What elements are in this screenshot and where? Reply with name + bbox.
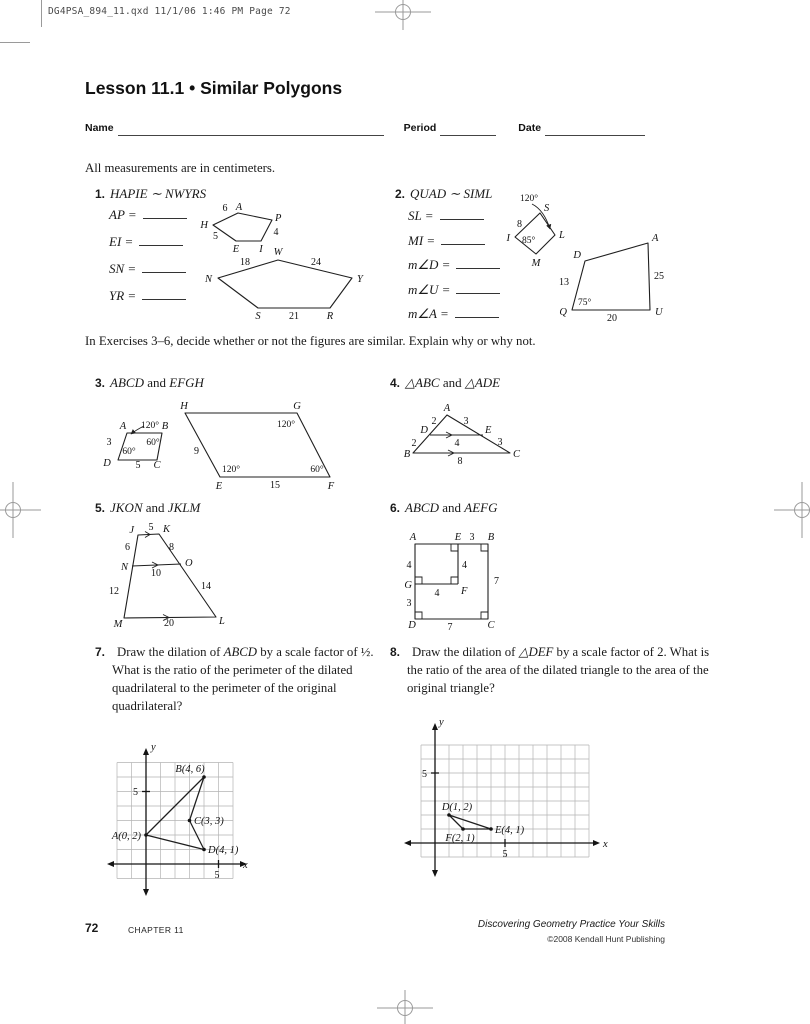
exercise-3-heading xyxy=(95,375,204,391)
answer-line xyxy=(456,258,500,269)
vertex-label: E xyxy=(215,481,223,492)
vertex-label: E xyxy=(485,425,492,436)
exercise-1-blanks xyxy=(109,207,187,315)
vertex-label: C xyxy=(513,449,521,460)
point-label: A(0, 2) xyxy=(111,831,141,842)
vertex-label: C xyxy=(487,620,495,631)
answer-line xyxy=(142,262,186,273)
side-length: 7 xyxy=(494,576,499,587)
side-length: 20 xyxy=(164,618,174,629)
side-length: 21 xyxy=(289,311,299,322)
side-length: 13 xyxy=(559,277,569,288)
blank-row xyxy=(109,288,187,315)
vertex-label: O xyxy=(185,558,193,569)
side-length: 10 xyxy=(151,568,161,579)
side-length: 5 xyxy=(213,231,218,242)
exercise-6-number: 6. xyxy=(390,501,401,515)
date-label: Date xyxy=(518,122,542,134)
blank-label: m∠D = xyxy=(408,257,451,272)
vertex-label: S xyxy=(544,203,550,214)
figure-5-trapezoid xyxy=(105,518,260,636)
vertex-label: F xyxy=(327,481,335,492)
exercise-3-number: 3. xyxy=(95,376,106,390)
angle-label: 120° xyxy=(221,465,241,475)
figure-name: △ADE xyxy=(464,375,501,390)
exercise-5-number: 5. xyxy=(95,501,106,515)
exercise-8-pre: Draw the dilation of xyxy=(412,645,516,659)
vertex-label: H xyxy=(180,401,188,412)
side-length: 3 xyxy=(406,598,412,609)
conjunction: and xyxy=(442,375,462,390)
vertex-label: I xyxy=(506,233,510,244)
answer-line xyxy=(139,235,183,246)
figure-name: ABCD xyxy=(110,375,144,390)
figure-name: △ABC xyxy=(405,375,440,390)
angle-label: 120° xyxy=(276,420,296,430)
point-label: E(4, 1) xyxy=(495,825,525,836)
name-line xyxy=(118,123,384,136)
vertex-label: N xyxy=(204,274,212,285)
blank-row xyxy=(109,261,187,288)
side-length: 3 xyxy=(463,416,469,427)
vertex-label: S xyxy=(255,311,261,322)
y-tick-label: 5 xyxy=(133,787,138,798)
conjunction: and xyxy=(442,500,461,515)
angle-label: 60° xyxy=(146,438,160,448)
x-tick-label: 5 xyxy=(502,849,508,860)
side-length: 8 xyxy=(169,542,174,553)
vertex-label: D xyxy=(103,458,111,469)
name-label: Name xyxy=(85,122,114,134)
vertex-dot xyxy=(489,827,493,831)
conjunction: and xyxy=(147,375,166,390)
side-length: 12 xyxy=(109,586,119,597)
answer-line xyxy=(142,289,186,300)
figure-3-parallelograms xyxy=(100,400,350,495)
registration-mark-right xyxy=(774,492,810,528)
exercise-8-text xyxy=(390,643,722,697)
vertex-label: A xyxy=(443,403,451,414)
blank-row xyxy=(109,207,187,234)
y-axis-label: y xyxy=(151,742,156,753)
figure-6-rectangles xyxy=(403,528,518,640)
figure-name: AEFG xyxy=(464,500,498,515)
y-tick-label: 5 xyxy=(422,769,427,780)
x-axis-label: x xyxy=(243,860,248,871)
vertex-dot xyxy=(144,833,148,837)
period-label: Period xyxy=(403,122,437,134)
figure-name: JKON xyxy=(110,500,143,515)
x-axis-label: x xyxy=(603,839,608,850)
side-length: 3 xyxy=(469,532,475,543)
answer-line xyxy=(143,208,187,219)
figure-2-quadrilaterals xyxy=(505,188,705,328)
blank-label: YR = xyxy=(109,288,137,303)
exercise-2-number: 2. xyxy=(395,187,406,201)
exercise-5-heading xyxy=(95,500,200,516)
angle-label: 85° xyxy=(522,236,536,246)
figure-name: JKLM xyxy=(167,500,201,515)
vertex-dot xyxy=(447,813,451,817)
period-line xyxy=(440,123,496,136)
page-title: Lesson 11.1 • Similar Polygons xyxy=(85,78,343,98)
blank-label: EI = xyxy=(109,234,134,249)
name-period-date-row xyxy=(85,118,645,136)
answer-line xyxy=(440,209,484,220)
blank-label: AP = xyxy=(109,207,137,222)
side-length: 9 xyxy=(194,446,199,457)
vertex-label: M xyxy=(113,619,123,630)
vertex-label: F xyxy=(461,586,468,597)
instructions-3-6: In Exercises 3–6, decide whether or not the figures are similar. Explain why or why not. xyxy=(85,334,536,348)
point-label: F(2, 1) xyxy=(445,833,475,844)
graph-8-coordinate-grid xyxy=(400,715,612,883)
vertex-dot xyxy=(202,775,206,779)
vertex-label: Q xyxy=(559,307,567,318)
side-length: 3 xyxy=(106,437,112,448)
y-axis-label: y xyxy=(439,717,444,728)
angle-label: 120° xyxy=(140,421,160,431)
vertex-label: I xyxy=(259,244,263,255)
vertex-label: U xyxy=(655,307,663,318)
blank-row xyxy=(408,257,500,282)
vertex-dot xyxy=(188,819,192,823)
answer-line xyxy=(456,283,500,294)
figure-4-triangle xyxy=(400,403,625,475)
exercise-8-post: by a scale factor of 2. What is the ratio of the area of the dilated triangle to the area of the original triangle? xyxy=(407,645,710,696)
registration-mark-bottom xyxy=(377,990,433,1024)
side-length: 4 xyxy=(454,438,460,449)
blank-label: m∠U = xyxy=(408,281,451,297)
point-label: C(3, 3) xyxy=(194,816,224,827)
vertex-label: B xyxy=(403,449,411,460)
side-length: 25 xyxy=(654,271,664,282)
side-length: 20 xyxy=(607,313,617,324)
angle-label: 75° xyxy=(578,298,592,308)
side-length: 2 xyxy=(411,438,417,449)
blank-label: SL = xyxy=(408,208,434,223)
side-length: 2 xyxy=(431,416,437,427)
registration-mark-left xyxy=(0,492,41,528)
side-length: 4 xyxy=(273,227,279,238)
exercise-7-pre: Draw the dilation of xyxy=(117,645,221,659)
exercise-7-figure: ABCD xyxy=(223,645,258,659)
vertex-label: Y xyxy=(357,274,363,285)
vertex-dot xyxy=(202,848,206,852)
exercise-1-statement: HAPIE ∼ NWYRS xyxy=(110,186,207,201)
vertex-label: J xyxy=(129,525,134,536)
vertex-label: A xyxy=(652,233,659,244)
blank-row xyxy=(408,306,500,331)
angle-label: 60° xyxy=(310,465,324,475)
exercise-2-heading xyxy=(395,186,492,202)
figure-name: EFGH xyxy=(169,375,204,390)
print-header: DG4PSA_894_11.qxd 11/1/06 1:46 PM Page 72 xyxy=(48,6,291,17)
side-length: 18 xyxy=(240,257,250,268)
side-length: 3 xyxy=(497,437,503,448)
vertex-dot xyxy=(461,827,465,831)
side-length: 4 xyxy=(406,560,412,571)
side-length: 15 xyxy=(270,480,280,491)
vertex-label: P xyxy=(275,213,282,224)
date-line xyxy=(545,123,645,136)
exercise-8-number: 8. xyxy=(390,645,401,659)
exercise-4-heading xyxy=(390,375,500,391)
vertex-label: K xyxy=(163,524,171,535)
exercise-2-statement: QUAD ∼ SIML xyxy=(410,186,493,201)
vertex-label: N xyxy=(120,562,128,573)
blank-label: SN = xyxy=(109,261,137,276)
footer-chapter: CHAPTER 11 xyxy=(128,925,184,935)
conjunction: and xyxy=(145,500,165,515)
exercise-2-blanks xyxy=(408,208,500,331)
vertex-label: D xyxy=(420,425,428,436)
x-tick-label: 5 xyxy=(214,870,220,881)
exercise-7-number: 7. xyxy=(95,645,106,659)
blank-label: m∠A = xyxy=(408,306,449,321)
side-length: 7 xyxy=(447,622,453,633)
vertex-label: D xyxy=(573,250,581,261)
vertex-label: A xyxy=(119,421,127,432)
vertex-label: E xyxy=(232,244,240,255)
vertex-label: C xyxy=(153,460,161,471)
footer-page-number: 72 xyxy=(85,921,99,935)
side-length: 4 xyxy=(462,560,467,571)
exercise-4-number: 4. xyxy=(390,376,401,390)
exercise-7-post: by a scale factor of ½. What is the ratio of the perimeter of the dilated quadrilateral to the perimeter of the original quadrilateral? xyxy=(112,645,374,714)
graph-7-coordinate-grid xyxy=(95,740,270,902)
exercise-1-heading xyxy=(95,186,206,202)
side-length: 8 xyxy=(457,456,463,467)
vertex-label: M xyxy=(531,258,541,269)
side-length: 14 xyxy=(201,581,211,592)
vertex-label: R xyxy=(326,311,334,322)
page-edge-rule xyxy=(0,42,30,43)
footer-copyright: ©2008 Kendall Hunt Publishing xyxy=(547,934,665,944)
exercise-1-number: 1. xyxy=(95,187,106,201)
exercise-7-text xyxy=(95,643,404,716)
blank-row xyxy=(109,234,187,261)
side-length: 4 xyxy=(434,588,440,599)
vertex-label: B xyxy=(487,532,495,543)
triangle-DEF-shape xyxy=(449,815,491,829)
side-length: 5 xyxy=(135,460,141,471)
vertex-label: A xyxy=(235,202,243,213)
side-length: 5 xyxy=(148,522,154,533)
vertex-label: B xyxy=(161,421,169,432)
angle-label: 120° xyxy=(519,194,539,204)
blank-row xyxy=(408,233,500,258)
header-divider xyxy=(41,0,42,27)
side-length: 6 xyxy=(222,203,228,214)
answer-line xyxy=(441,234,485,245)
angle-label: 60° xyxy=(122,447,136,457)
exercise-8-figure: △DEF xyxy=(518,645,554,659)
vertex-label: G xyxy=(404,580,412,591)
vertex-label: A xyxy=(409,532,417,543)
point-label: D(1, 2) xyxy=(441,802,473,813)
vertex-label: E xyxy=(454,532,462,543)
intro-text: All measurements are in centimeters. xyxy=(85,161,276,175)
vertex-label: G xyxy=(293,401,301,412)
vertex-label: D xyxy=(408,620,416,631)
blank-row xyxy=(408,282,500,307)
point-label: D(4, 1) xyxy=(208,845,239,856)
figure-name: ABCD xyxy=(405,500,439,515)
exercise-6-heading xyxy=(390,500,497,516)
side-length: 24 xyxy=(311,257,321,268)
vertex-label: L xyxy=(559,230,565,241)
figure-1-pentagons xyxy=(200,198,370,328)
answer-line xyxy=(455,307,499,318)
point-label: B(4, 6) xyxy=(175,764,205,775)
vertex-label: W xyxy=(273,247,283,258)
vertex-label: H xyxy=(200,220,208,231)
blank-row xyxy=(408,208,500,233)
registration-mark-top xyxy=(375,0,431,30)
vertex-label: L xyxy=(219,616,225,627)
footer-book-title: Discovering Geometry Practice Your Skills xyxy=(477,919,665,930)
side-length: 8 xyxy=(517,219,522,230)
blank-label: MI = xyxy=(408,232,436,248)
side-length: 6 xyxy=(125,542,130,553)
